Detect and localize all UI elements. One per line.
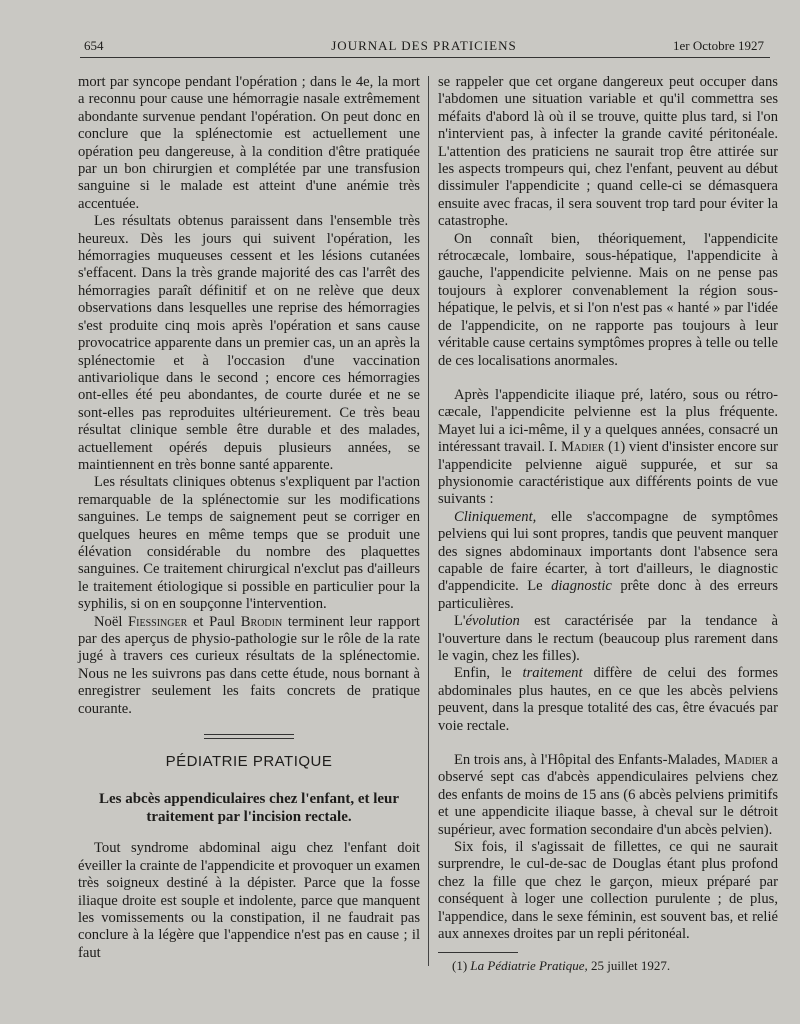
paragraph: Six fois, il s'agissait de fillettes, ce qui ne saurait surprendre, le cul-de-sac de Douglas étant plus profond chez la fille que chez le garçon, mieux préparé par conséquent à loger une collection purulente ; de plus, l'appendice, dans le sexe féminin, est souvent bas, et relié aux annexes droites par un repli péritonéal. <box>438 839 778 943</box>
author-name: Madier <box>560 439 605 456</box>
paragraph: On connaît bien, théoriquement, l'appendicite rétrocæcale, lombaire, sous-hépatique, l'appendicite à gauche, l'appendicite pelvienne. Mais on ne pense pas toujours à explorer convenablement la région sous-hépatique, le pelvis, et si l'on n'est pas « hanté » par l'idée de l'appendicite, on ne rapporte pas toujours à leur véritable cause certains symptômes propres à telle ou telle de ces localisations anormales. <box>438 230 778 369</box>
author-name: Madier <box>724 752 768 769</box>
journal-title: JOURNAL DES PRATICIENS <box>331 38 517 53</box>
footnote: (1) La Pédiatrie Pratique, 25 juillet 1927. <box>452 957 671 973</box>
author-name: Fiessinger <box>128 613 188 630</box>
paragraph: En trois ans, à l'Hôpital des Enfants-Malades, Madier a observé sept cas d'abcès appendiculaires pelviens chez des enfants de moins de 15 ans (6 abcès pelviens primitifs et une appendicite iliaque basse, à cheval sur le détroit supérieur, avec formation secondaire d'un abcès pelvien). <box>438 752 778 838</box>
page-number: 654 <box>84 38 104 53</box>
paragraph: mort par syncope pendant l'opération ; dans le 4e, la mort a reconnu pour cause une hémorragie nasale extrêmement abondante survenue pendant l'opération. On peut donc en conclure que la splénectomie est actuellement une opération peu dangereuse, à la condition d'être pratiquée par un bon chirurgien et complétée par une transfusion sanguine si le malade est atteint d'une anémie très accentuée. <box>78 74 420 212</box>
article-title: Les abcès appendiculaires chez l'enfant, et leur traitement par l'incision rectale. <box>98 791 400 826</box>
section-rule <box>204 734 294 739</box>
paragraph: Noël Fiessinger et Paul Brodin terminent leur rapport par des aperçus de physio-pathologie sur le rôle de la rate jugé à travers ces curieux résultats de la splénectomie. Nous ne les suivrons pas dans cette étude, nous bornant à enregistrer seulement les faits concrets de pratique courante. <box>78 613 420 717</box>
right-column <box>438 74 778 974</box>
paragraph: Les résultats cliniques obtenus s'expliquent par l'action remarquable de la splénectomie sur les modifications sanguines. Le temps de saignement peut se corriger en quelques heures en même temps que se produit une élévation considérable du nombre des plaquettes sanguines. Ce traitement chirurgical n'exclut pas d'ailleurs le traitement étiologique si possible en particulier pour la syphilis, si on en soupçonne l'intervention. <box>78 474 420 613</box>
paragraph: Tout syndrome abdominal aigu chez l'enfant doit éveiller la crainte de l'appendicite et provoquer un examen très soigneux destiné à la dépister. Parce que la fosse iliaque droite est souple et indolente, parce que manquent les vomissements ou la constipation, il ne faudrait pas conclure à la légère que l'appendice n'est pas en cause ; il faut <box>78 840 420 961</box>
header-rule <box>80 57 770 58</box>
issue-date: 1er Octobre 1927 <box>673 38 764 53</box>
column-divider <box>428 76 429 966</box>
paragraph: Enfin, le traitement diffère de celui des formes abdominales plus hautes, en ce que les abcès pelviens peuvent, dans la presque totalité des cas, être évacués par voie rectale. <box>438 665 779 734</box>
author-name: Brodin <box>240 613 283 630</box>
page-header <box>84 38 764 56</box>
paragraph: Cliniquement, elle s'accompagne de symptômes pelviens qui lui sont propres, tandis que peuvent manquer des signes abdominaux importants dont l'absence sera capable de faire écarter, à tort d'ailleurs, le diagnostic d'appendicite. Le diagnostic prête donc à des erreurs particulières. <box>438 508 778 612</box>
paragraph: se rappeler que cet organe dangereux peut occuper dans l'abdomen une situation variable et qu'il commettra ses méfaits d'abord là où il se trouve, quitte plus tard, si l'on n'intervient pas, à infecter la grande cavité péritonéale. L'attention des praticiens ne saurait trop être attirée sur les aspects trompeurs qui, chez l'enfant, peuvent au début dissimuler l'appendicite ; quand celle-ci se démasquera ensuite avec fracas, il sera souvent trop tard pour éviter la catastrophe. <box>438 74 778 230</box>
footnote-rule <box>438 952 518 953</box>
left-column <box>78 74 420 962</box>
paragraph: L'évolution est caractérisée par la tendance à l'ouverture dans le rectum (beaucoup plus rarement dans le vagin, chez les filles). <box>438 613 778 664</box>
paragraph: Après l'appendicite iliaque pré, latéro, sous ou rétro-cæcale, l'appendicite pelvienne est la plus fréquente. Mayet lui a ici-même, il y a quelques années, consacré un intéressant travail. I. Madier (1) vient d'insister encore sur l'appendicite pelvienne aiguë suppurée, et sur sa physionomie caractéristique aux différents points de vue suivants : <box>438 386 778 508</box>
paragraph: Les résultats obtenus paraissent dans l'ensemble très heureux. Dès les jours qui suivent l'opération, les hémorragies muqueuses cessent et les lésions cutanées s'effacent. Dans la très grande majorité des cas l'arrêt des hémorragies paraît définitif et on ne relève que deux observations dans lesquelles une reprise des hémorragies s'est produite cinq mois après l'opération et sans cause provocatrice apparente dans un premier cas, un an après la splénectomie et à l'occasion d'une vaccination antivariolique dans le second ; encore ces hémorragies ont-elles été peu abondantes, de courte durée et ne se sont-elles pas reproduites ultérieurement. Ce très beau résultat clinique semble être durable et des malades, actuellement opérés depuis plusieurs années, se maintiennent en très bonne santé apparente. <box>78 213 420 473</box>
section-title: PÉDIATRIE PRATIQUE <box>165 753 333 771</box>
